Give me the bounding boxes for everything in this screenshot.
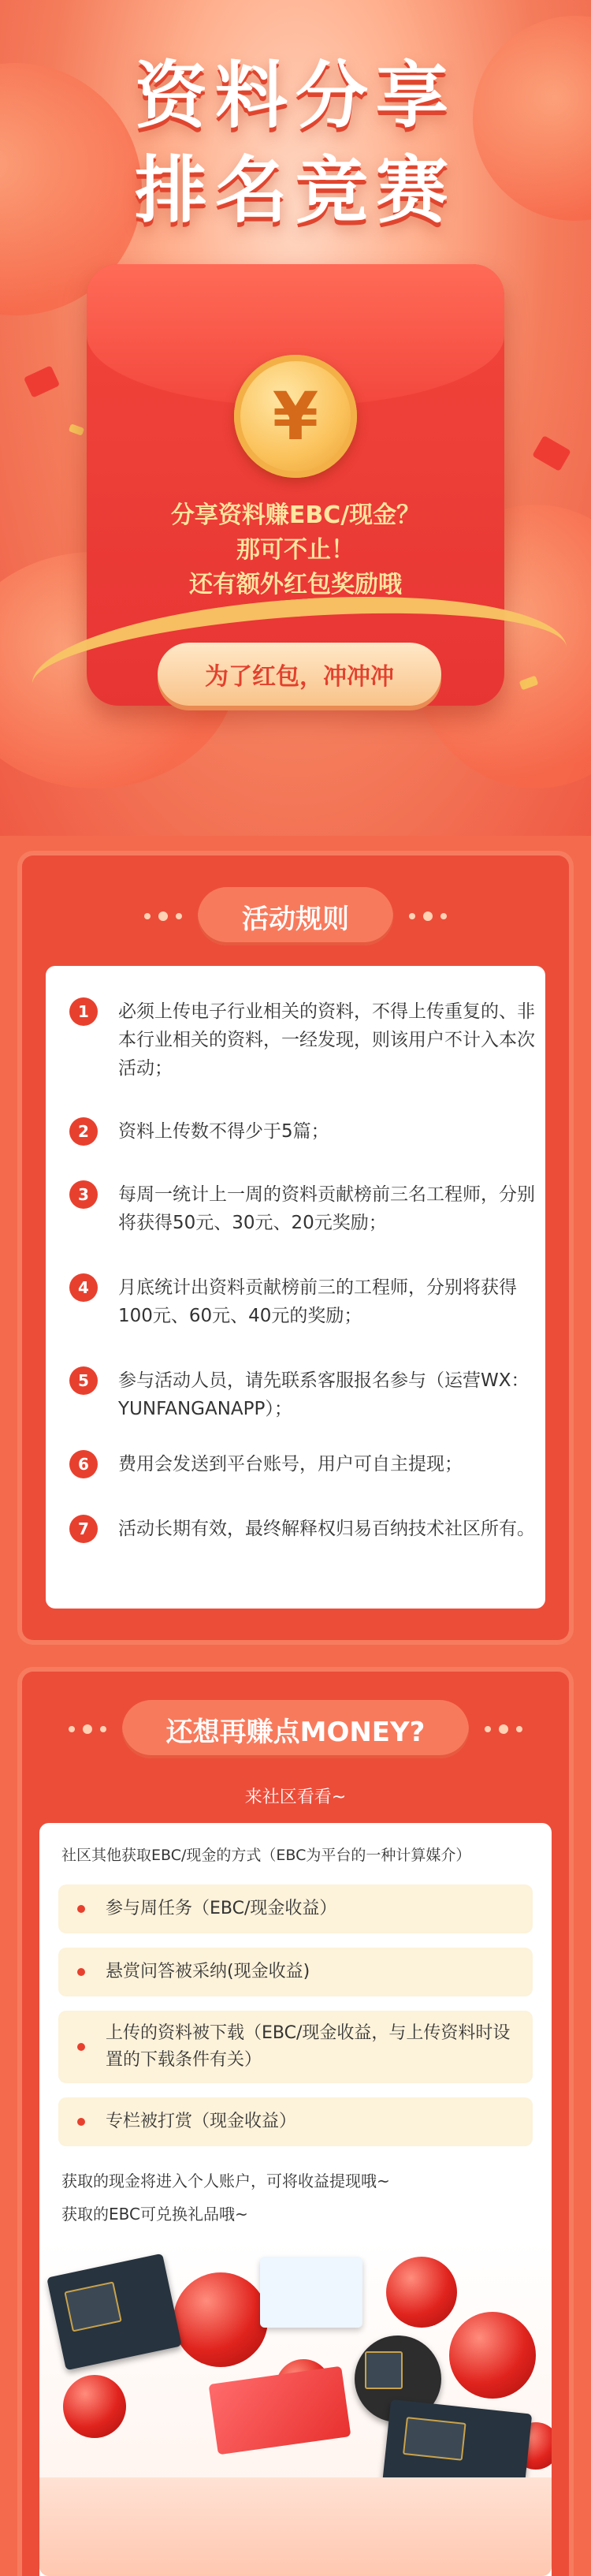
bullet-dot [77,2043,85,2051]
rule-text: 活动长期有效，最终解释权归易百纳技术社区所有。 [118,1519,535,1539]
decor-red-ball [63,2375,126,2438]
coupon-image [209,2366,351,2455]
section-title: 还想再赚点MONEY? [122,1700,470,1758]
vip-card-image [260,2257,362,2328]
earn-method-text: 上传的资料被下载（EBC/现金收益，与上传资料时设置的下载条件有关） [106,2023,511,2070]
decor-dots [485,1724,522,1734]
rule-number-badge: 3 [69,1180,98,1209]
rule-text: 必须上传电子行业相关的资料，不得上传重复的、非本行业相关的资料，一经发现，则该用户不计入本次活动； [118,1001,535,1079]
decor-red-ball [449,2312,536,2399]
rule-number-badge: 1 [69,997,98,1026]
money-card [39,1823,552,2576]
rule-number-badge: 5 [69,1366,98,1395]
hero-title-line1: 资料分享 [134,54,456,138]
rule-text: 参与活动人员，请先联系客服报名参与（运营WX：YUNFANGANAPP）； [118,1370,530,1419]
decor-red-ball [173,2272,268,2367]
rule-text: 费用会发送到平台账号，用户可自主提现； [118,1454,463,1474]
earn-method-item [58,1884,533,1933]
decor-confetti [532,435,571,472]
earn-method-text: 专栏被打赏（现金收益） [106,2112,297,2131]
rules-panel [22,856,569,1640]
slogan-line: 还有额外红包奖励哦 [189,571,402,598]
bullet-dot [77,1905,85,1913]
money-intro: 社区其他获取EBC/现金的方式（EBC为平台的一种计算媒介） [61,1847,471,1864]
rule-number-badge: 6 [69,1450,98,1478]
rule-text: 资料上传数不得少于5篇； [118,1121,329,1142]
slogan-line: 那可不止！ [236,536,355,564]
money-panel [22,1672,569,2576]
rule-item [69,1450,542,1478]
hero-title-line2: 排名竞赛 [134,148,456,233]
hero-banner [0,0,591,836]
rule-item [69,1117,542,1146]
earn-method-text: 参与周任务（EBC/现金收益） [106,1899,337,1918]
decor-dots [409,911,447,921]
rule-number-badge: 7 [69,1515,98,1543]
decor-dots [69,1724,106,1734]
rule-item [69,1515,542,1543]
earn-method-text: 悬赏问答被采纳(现金收益) [106,1962,310,1981]
decor-red-ball [386,2257,457,2328]
rule-item [69,997,542,1083]
rules-card [46,966,545,1609]
earn-method-item [58,2097,533,2146]
decor-confetti [24,365,60,397]
rule-number-badge: 2 [69,1117,98,1146]
cta-button[interactable]: 为了红包，冲冲冲 [158,643,441,706]
rule-item [69,1273,542,1330]
money-header [22,1700,569,1758]
decor-confetti [69,423,84,436]
rule-item [69,1180,542,1237]
rule-number-badge: 4 [69,1273,98,1302]
yuan-coin-icon: ¥ [234,355,357,478]
earn-method-item [58,2011,533,2083]
rule-item [69,1366,542,1423]
section-title: 活动规则 [198,887,393,945]
rule-text: 每周一统计上一周的资料贡献榜前三名工程师，分别将获得50元、30元、20元奖励； [118,1184,535,1233]
rule-text: 月底统计出资料贡献榜前三的工程师，分别将获得100元、60元、40元的奖励； [118,1277,517,1326]
hero-slogan [118,498,473,602]
note-cash: 获取的现金将进入个人账户，可将收益提现哦~ [61,2172,390,2190]
decor-dots [144,911,182,921]
earn-method-item [58,1948,533,1996]
money-subtitle: 来社区看看~ [244,1788,347,1807]
slogan-line: 分享资料赚EBC/现金？ [170,501,421,529]
prizes-illustration [39,2241,552,2576]
floor-decor [39,2477,552,2576]
rules-header [22,887,569,945]
bullet-dot [77,2118,85,2126]
note-ebc: 获取的EBC可兑换礼品哦~ [61,2205,248,2224]
dev-board-image [46,2254,182,2371]
bullet-dot [77,1968,85,1976]
